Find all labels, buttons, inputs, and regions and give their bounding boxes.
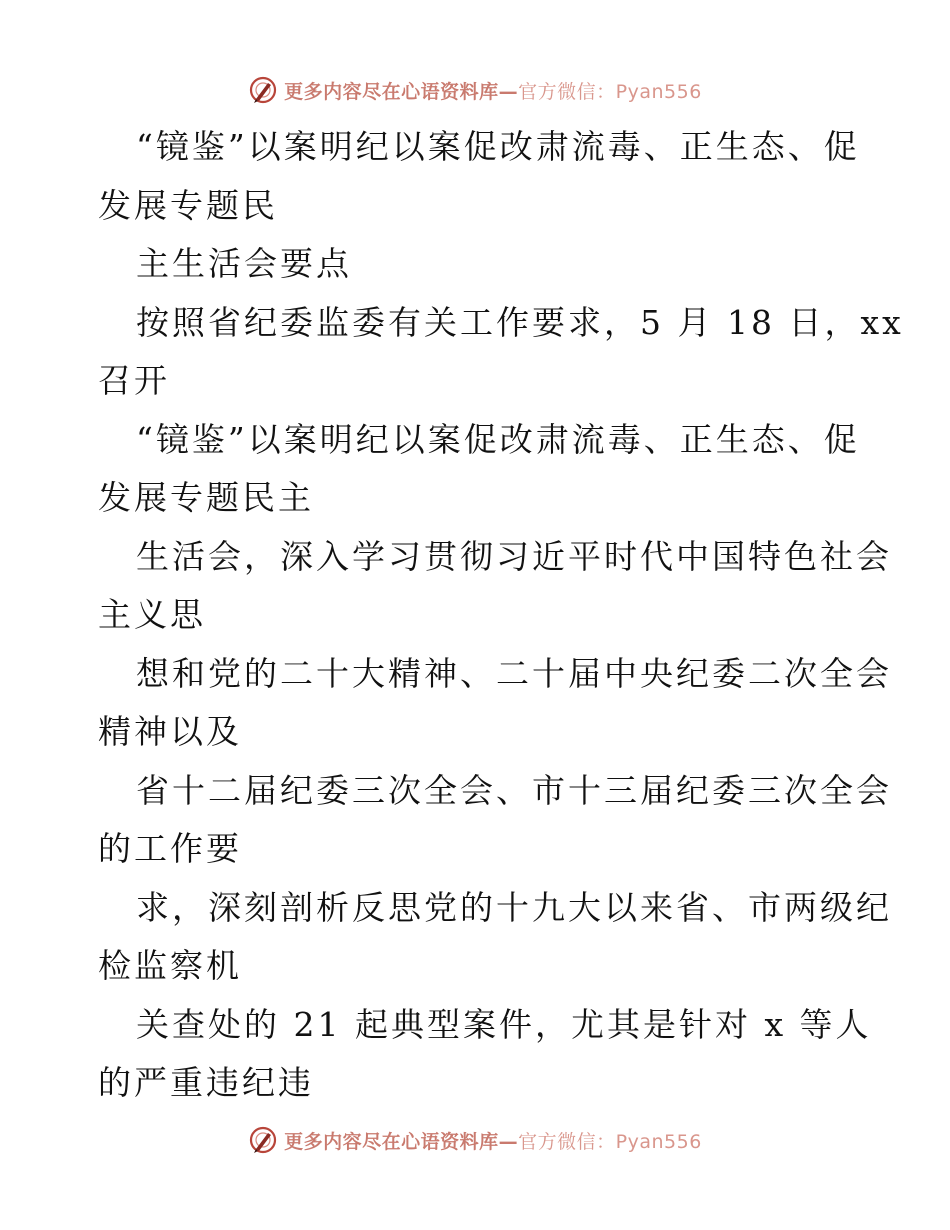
document-body	[98, 118, 904, 1113]
text-line: 想和党的二十大精神、二十届中央纪委二次全会	[136, 653, 892, 693]
text-line: “镜鉴”以案明纪以案促改肃流毒、正生态、促	[136, 127, 860, 166]
header-watermark	[248, 75, 702, 105]
text-line: 关查处的 21 起典型案件，尤其是针对 x 等人	[136, 1004, 872, 1044]
header-watermark-main: 更多内容尽在心语资料库—	[284, 80, 519, 103]
text-line: 的严重违纪违	[98, 1063, 314, 1102]
footer-watermark-main: 更多内容尽在心语资料库—	[284, 1130, 519, 1153]
text-line: 按照省纪委监委有关工作要求，5 月 18 日，xx	[136, 302, 904, 342]
pen-circle-logo-icon	[248, 1125, 278, 1155]
header-watermark-banner	[0, 70, 950, 110]
text-line: 的工作要	[98, 829, 242, 868]
header-watermark-text	[284, 77, 702, 104]
text-line: 召开	[98, 361, 170, 400]
text-line: 求，深刻剖析反思党的十九大以来省、市两级纪	[136, 887, 892, 927]
text-line: 精神以及	[98, 712, 242, 751]
footer-watermark	[248, 1125, 702, 1155]
text-line: “镜鉴”以案明纪以案促改肃流毒、正生态、促	[136, 419, 860, 459]
footer-watermark-banner	[0, 1120, 950, 1160]
header-watermark-wechat: 官方微信：Pyan556	[518, 80, 702, 103]
text-line: 主生活会要点	[136, 244, 352, 283]
text-line: 省十二届纪委三次全会、市十三届纪委三次全会	[136, 770, 892, 810]
text-line: 检监察机	[98, 946, 242, 985]
text-line: 主义思	[98, 595, 206, 634]
text-line: 发展专题民	[98, 185, 278, 225]
pen-circle-logo-icon	[248, 75, 278, 105]
text-line: 发展专题民主	[98, 478, 314, 517]
footer-watermark-wechat: 官方微信：Pyan556	[518, 1130, 702, 1153]
text-line: 生活会，深入学习贯彻习近平时代中国特色社会	[136, 536, 892, 576]
footer-watermark-text	[284, 1127, 702, 1154]
